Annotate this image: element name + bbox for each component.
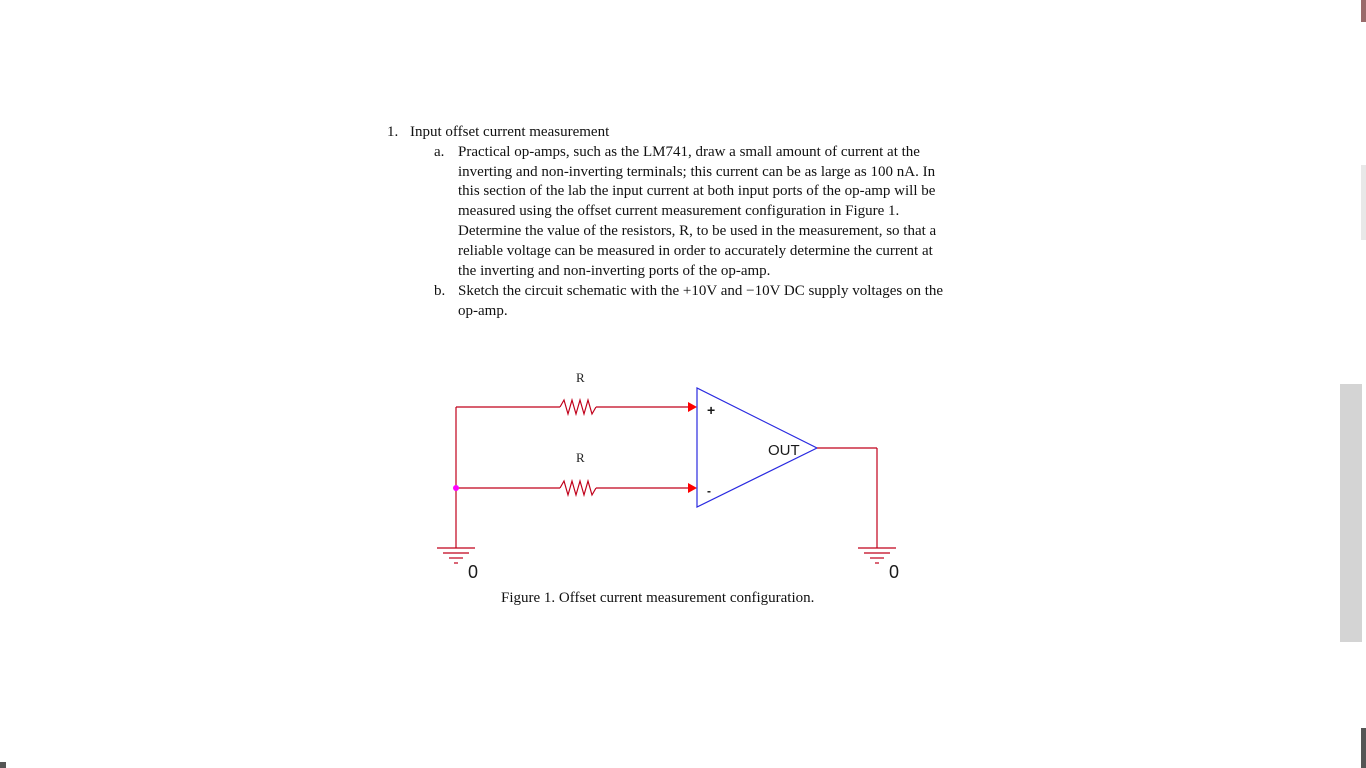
ground-right-label: 0	[889, 562, 900, 582]
junction-dot	[453, 485, 459, 491]
scrollbar-thumb[interactable]	[1340, 384, 1362, 642]
sub-b-line-2: op-amp.	[458, 303, 508, 319]
resistor-bottom-label: R	[576, 450, 585, 465]
minus-input-arrow	[688, 483, 697, 493]
ground-left-label: 0	[468, 562, 479, 582]
scrollbar-top-edge	[1361, 0, 1366, 22]
ground-right	[858, 548, 896, 563]
sub-a-line-2: inverting and non-inverting terminals; this current can be as large as 100 nA. In	[458, 164, 936, 180]
sub-a-line-1: Practical op-amps, such as the LM741, draw a small amount of current at the	[458, 144, 920, 160]
sub-a-line-5: Determine the value of the resistors, R, to be used in the measurement, so that a	[458, 223, 937, 239]
sub-a-line-4: measured using the offset current measurement configuration in Figure 1.	[458, 203, 900, 219]
plus-terminal-label: +	[707, 402, 716, 418]
plus-input-arrow	[688, 402, 697, 412]
sub-b-marker: b.	[434, 283, 446, 299]
item-number: 1.	[387, 124, 399, 140]
sub-b-line-1: Sketch the circuit schematic with the +10V and −10V DC supply voltages on the	[458, 283, 944, 299]
sub-a-line-7: the inverting and non-inverting ports of the op-amp.	[458, 263, 771, 279]
ground-left	[437, 548, 475, 563]
sub-a-line-3: this section of the lab the input current at both input ports of the op-amp will be	[458, 183, 936, 199]
scrollbar-track-segment	[1361, 165, 1366, 240]
sub-a-line-6: reliable voltage can be measured in order to accurately determine the current at	[458, 243, 933, 259]
resistor-top-label: R	[576, 370, 585, 385]
figure-caption: Figure 1. Offset current measurement configuration.	[501, 590, 815, 606]
sub-a-marker: a.	[434, 144, 445, 160]
output-label: OUT	[768, 442, 800, 459]
scrollbar-bottom-edge	[1361, 728, 1366, 768]
minus-terminal-label: -	[707, 484, 711, 498]
resistor-top	[560, 400, 596, 414]
resistor-bottom	[560, 481, 596, 495]
item-title: Input offset current measurement	[410, 124, 610, 140]
corner-marker	[0, 762, 6, 768]
